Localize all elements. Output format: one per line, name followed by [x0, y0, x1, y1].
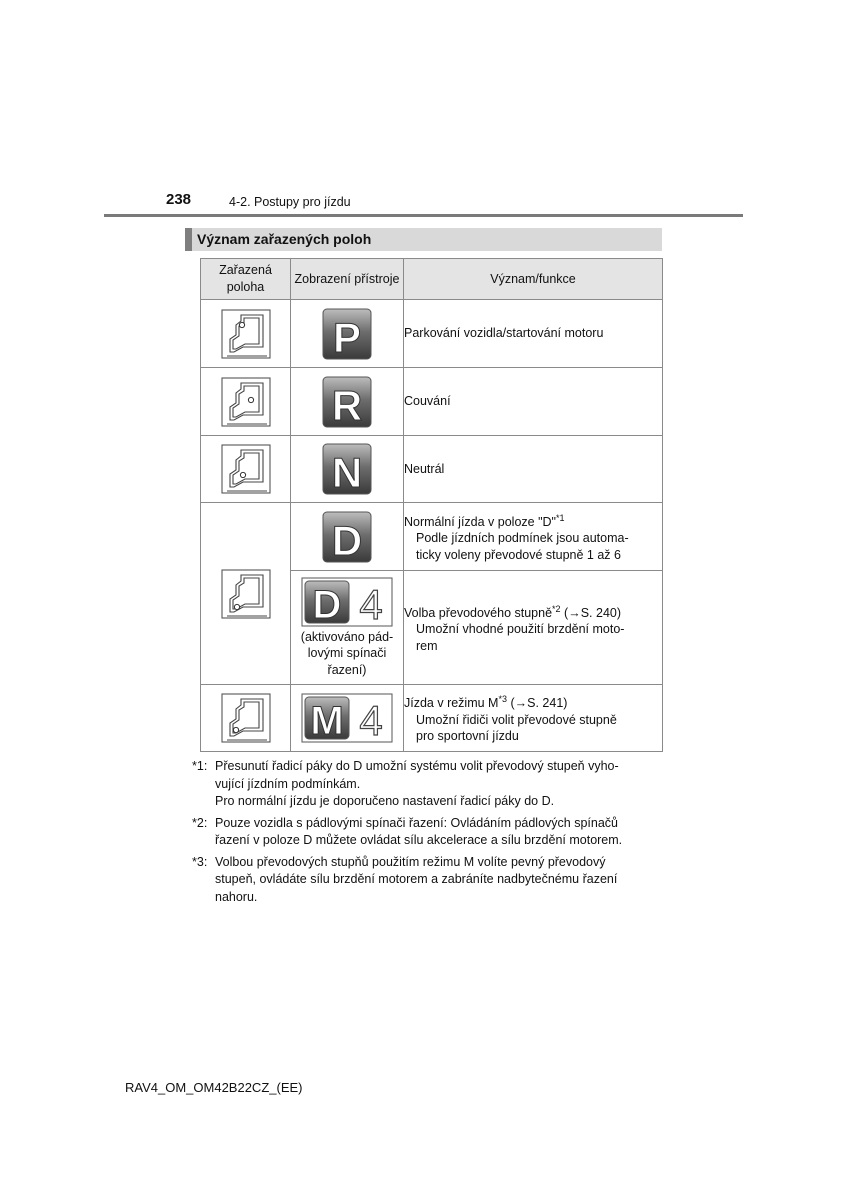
meaning-d4-title: Volba převodového stupně — [404, 605, 553, 620]
section-heading — [185, 228, 662, 251]
position-r — [201, 368, 291, 436]
display-m4 — [291, 685, 404, 752]
display-r — [291, 368, 404, 436]
display-d — [291, 503, 404, 571]
meaning-m4-title: Jízda v režimu M — [404, 696, 499, 711]
meaning-d-title: Normální jízda v poloze "D" — [404, 514, 556, 529]
page-number: 238 — [166, 191, 192, 208]
meaning-d-line3: ticky voleny převodové stupně 1 až 6 — [416, 547, 621, 562]
footnote-3-mark: *3: — [192, 854, 208, 869]
position-n — [201, 436, 291, 503]
svg-text:D: D — [331, 516, 363, 563]
footnote-1-line3: Pro normální jízdu je doporučeno nastavení řadicí páky do D. — [215, 794, 555, 808]
svg-text:D: D — [312, 582, 342, 627]
note-ref-1: *1 — [556, 512, 565, 523]
display-n — [291, 436, 404, 503]
meaning-m4-line2: Umožní řidiči volit převodové stupně — [416, 712, 617, 727]
footnote-2-line2: řazení v poloze D můžete ovládat sílu akcelerace a sílu brzdění motorem. — [215, 833, 623, 847]
footnotes — [192, 758, 660, 910]
footnote-3-line2: stupeň, ovládáte sílu brzdění motorem a zabráníte nadbytečnému řazení — [215, 872, 618, 886]
table-row — [201, 436, 663, 503]
meaning-d4-line3: rem — [416, 638, 438, 653]
display-p — [291, 300, 404, 368]
note-ref-3: *3 — [498, 694, 507, 705]
table-row — [201, 368, 663, 436]
page-ref-240[interactable]: (→S. 240) — [564, 605, 622, 620]
table-header-row — [201, 259, 663, 300]
section-heading-text: Význam zařazených poloh — [197, 231, 372, 247]
footnote-3-line3: nahoru. — [215, 889, 258, 904]
footnote-1-line1: Přesunutí řadicí páky do D umožní systému volit převodový stupeň vyho- — [215, 759, 619, 773]
footnote-1-mark: *1: — [192, 759, 208, 773]
shift-gate-p-icon — [221, 309, 271, 359]
position-m — [201, 685, 291, 752]
shift-gate-r-icon — [221, 377, 271, 427]
shift-gate-d-icon — [221, 569, 271, 619]
note-ref-2: *2 — [552, 603, 561, 614]
svg-text:M: M — [310, 699, 344, 743]
meaning-d4-line2: Umožní vhodné použití brzdění moto- — [416, 622, 625, 637]
svg-text:N: N — [331, 449, 363, 495]
shift-gate-n-icon — [221, 444, 271, 494]
table-row — [201, 685, 663, 752]
meaning-d — [404, 503, 663, 571]
meaning-d4 — [404, 571, 663, 685]
header-rule — [104, 214, 743, 217]
d4-caption-1: (aktivováno pád- — [300, 629, 394, 644]
footnote-3-line1: Volbou převodových stupňů použitím režimu M volíte pevný převodový — [215, 854, 606, 869]
footnote-1 — [192, 758, 660, 811]
header-meaning: Význam/funkce — [404, 259, 663, 300]
d4-caption-2: lovými spínači — [307, 646, 387, 661]
footnote-2 — [192, 815, 660, 850]
svg-text:4: 4 — [359, 580, 383, 627]
meaning-m4-line3: pro sportovní jízdu — [416, 729, 519, 744]
d4-caption-3: řazení) — [327, 662, 367, 677]
shift-position-table — [200, 258, 663, 752]
position-p — [201, 300, 291, 368]
n-indicator-badge — [322, 443, 372, 495]
position-d — [201, 503, 291, 685]
meaning-n: Neutrál — [404, 436, 663, 503]
display-d4 — [291, 571, 404, 685]
footnote-2-line1: Pouze vozidla s pádlovými spínači řazení: Ovládáním pádlových spínačů — [215, 815, 618, 830]
table-row — [201, 300, 663, 368]
p-indicator-badge — [322, 308, 372, 360]
document-code-footer: RAV4_OM_OM42B22CZ_(EE) — [125, 1080, 303, 1095]
d-indicator-badge — [322, 511, 372, 563]
m4-indicator-badge — [301, 693, 393, 743]
footnote-2-mark: *2: — [192, 815, 208, 830]
svg-text:R: R — [331, 381, 363, 428]
header-display: Zobrazení přístroje — [291, 259, 404, 300]
meaning-p: Parkování vozidla/startování motoru — [404, 300, 663, 368]
footnote-1-line2: vující jízdním podmínkám. — [215, 776, 361, 791]
shift-gate-m-icon — [221, 693, 271, 743]
r-indicator-badge — [322, 376, 372, 428]
d4-indicator-badge — [301, 577, 393, 627]
svg-text:4: 4 — [359, 697, 383, 743]
meaning-d-line2: Podle jízdních podmínek jsou automa- — [416, 531, 629, 546]
meaning-r: Couvání — [404, 368, 663, 436]
table-row — [201, 503, 663, 571]
section-breadcrumb: 4-2. Postupy pro jízdu — [229, 195, 351, 209]
page-ref-241[interactable]: (→S. 241) — [510, 696, 568, 711]
footnote-3 — [192, 854, 660, 907]
svg-text:P: P — [332, 313, 362, 360]
header-position: Zařazená poloha — [201, 259, 291, 300]
meaning-m4 — [404, 685, 663, 752]
